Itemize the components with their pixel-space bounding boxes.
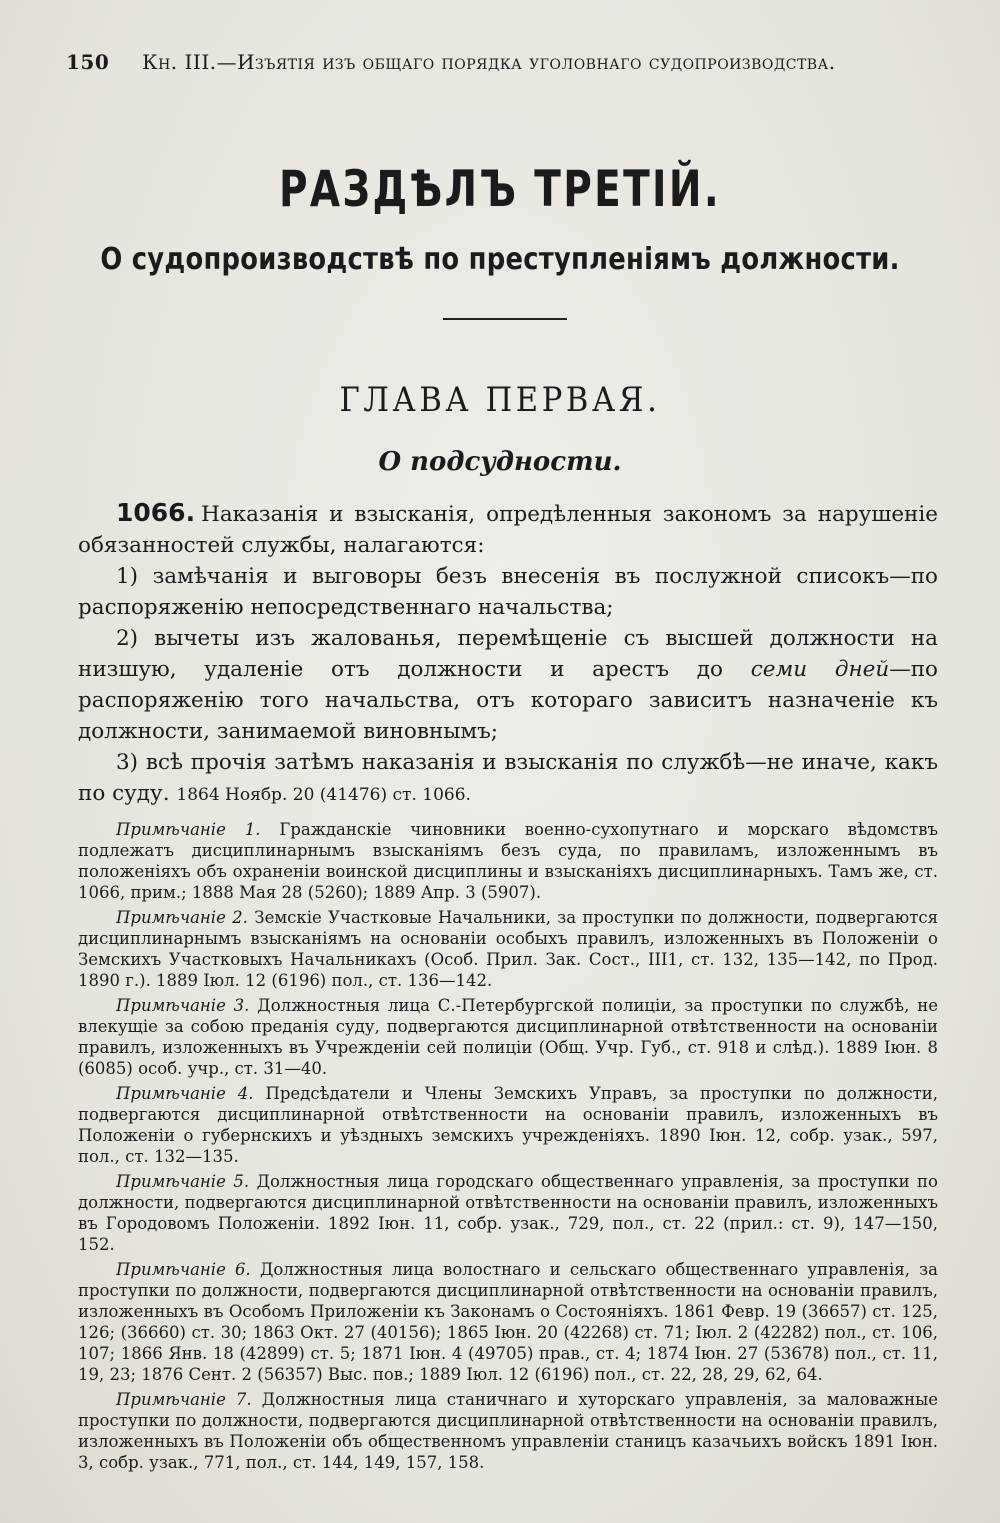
- article-body: [78, 497, 938, 1473]
- article-number: 1066.: [116, 498, 196, 527]
- article-source: 1864 Ноябр. 20 (41476) ст. 1066.: [176, 785, 471, 805]
- chapter-title: ГЛАВА ПЕРВАЯ.: [339, 380, 661, 420]
- section-title: РАЗДѢЛЪ ТРЕТІЙ.: [278, 160, 722, 218]
- article-item-2-part-a: 2) вычеты изъ жалованья, перемѣщеніе съ высшей должности на низшую, удаленіе отъ должности и арестъ до: [78, 626, 938, 682]
- note-6: [78, 1259, 938, 1385]
- note-label: Примѣчаніе 2.: [116, 908, 248, 927]
- article-item-2-emphasis: семи дней: [750, 657, 890, 682]
- note-label: Примѣчаніе 5.: [116, 1172, 250, 1191]
- running-head-title: Кн. III.—Изъятія изъ общаго порядка уголовнаго судопроизводства.: [142, 50, 836, 74]
- page-number: 150: [66, 50, 110, 74]
- article-item-2: [78, 623, 938, 747]
- note-text: Должностныя лица волостнаго и сельскаго общественнаго управленія, за проступки по должности, подвергаются дисциплинарной отвѣтственности на основаніи правилъ, изложенныхъ въ Особомъ Приложеніи къ Законамъ о Состояніяхъ. 1861 Февр. 19 (36657) ст. 125, 126; (36660) ст. 30; 1863 Окт. 27 (40156); 1865 Іюн. 20 (42268) ст. 71; Іюл. 2 (42282) пол., ст. 106, 107; 1866 Янв. 18 (42899) ст. 5; 1871 Іюн. 4 (49705) прав., ст. 4; 1874 Іюн. 27 (53678) пол., ст. 11, 19, 23; 1876 Сент. 2 (56357) Выс. пов.; 1889 Іюл. 12 (6196) пол., ст. 22, 28, 29, 62, 64.: [78, 1260, 938, 1384]
- running-head: [66, 50, 936, 74]
- note-2: [78, 907, 938, 991]
- note-label: Примѣчаніе 1.: [116, 820, 261, 839]
- note-1: [78, 819, 938, 903]
- article-item-1: 1) замѣчанія и выговоры безъ внесенія въ послужной списокъ—по распоряженію непосредственнаго начальства;: [78, 564, 938, 620]
- section-subtitle: О судопроизводствѣ по преступленіямъ должности.: [100, 242, 900, 277]
- article-item-3: [78, 747, 938, 811]
- note-4: [78, 1083, 938, 1167]
- note-label: Примѣчаніе 7.: [116, 1390, 252, 1409]
- note-5: [78, 1171, 938, 1255]
- article-intro: [78, 497, 938, 561]
- article-item-3-text: 3) всѣ прочія затѣмъ наказанія и взысканія по службѣ—не иначе, какъ по суду.: [78, 750, 938, 806]
- note-text: Земскіе Участковые Начальники, за проступки по должности, подвергаются дисциплинарнымъ взысканіямъ на основаніи особыхъ правилъ, изложенныхъ въ Положеніи о Земскихъ Участковыхъ Начальникахъ (Особ. Прил. Зак. Сост., III1, ст. 132, 135—142, по Прод. 1890 г.). 1889 Іюл. 12 (6196) пол., ст. 136—142.: [78, 908, 938, 990]
- note-text: Должностныя лица С.-Петербургской полиціи, за проступки по службѣ, не влекущіе за собою преданія суду, подвергаются дисциплинарной отвѣтственности на основаніи правилъ, изложенныхъ въ Учрежденіи сей полиціи (Общ. Учр. Губ., ст. 918 и слѣд.). 1889 Іюн. 8 (6085) особ. учр., ст. 31—40.: [78, 996, 938, 1078]
- article-intro-text: Наказанія и взысканія, опредѣленныя закономъ за нарушеніе обязанностей службы, налагаются:: [78, 502, 938, 558]
- divider-rule: [443, 318, 567, 320]
- note-label: Примѣчаніе 4.: [116, 1084, 254, 1103]
- note-text: Гражданскіе чиновники военно-сухопутнаго и морскаго вѣдомствъ подлежатъ дисциплинарнымъ взысканіямъ безъ суда, по правиламъ, изложеннымъ въ положеніяхъ объ охраненіи воинской дисциплины и взысканіяхъ дисциплинарныхъ. Тамъ же, ст. 1066, прим.; 1888 Мая 28 (5260); 1889 Апр. 3 (5907).: [78, 820, 938, 902]
- note-text: Должностныя лица станичнаго и хуторскаго управленія, за маловажные проступки по должности, подвергаются дисциплинарной отвѣтственности на основаніи правилъ, изложенныхъ въ Положеніи объ общественномъ управленіи станицъ казачьихъ войскъ 1891 Іюн. 3, собр. узак., 771, пол., ст. 144, 149, 157, 158.: [78, 1390, 938, 1472]
- article-item-2-part-b: —по распоряженію того начальства, отъ котораго зависитъ назначеніе къ должности, занимаемой виновнымъ;: [78, 657, 938, 744]
- note-7: [78, 1389, 938, 1473]
- note-3: [78, 995, 938, 1079]
- note-label: Примѣчаніе 6.: [116, 1260, 251, 1279]
- note-text: Предсѣдатели и Члены Земскихъ Управъ, за проступки по должности, подвергаются дисциплинарной отвѣтственности на основаніи правилъ, изложенныхъ въ Положеніи о губернскихъ и уѣздныхъ земскихъ учрежденіяхъ. 1890 Іюн. 12, собр. узак., 597, пол., ст. 132—135.: [78, 1084, 938, 1166]
- note-text: Должностныя лица городскаго общественнаго управленія, за проступки по должности, подвергаются дисциплинарной отвѣтственности на основаніи правилъ, изложенныхъ въ Городовомъ Положеніи. 1892 Іюн. 11, собр. узак., 729, пол., ст. 22 (прил.: ст. 9), 147—150, 152.: [78, 1172, 938, 1254]
- note-label: Примѣчаніе 3.: [116, 996, 250, 1015]
- chapter-subtitle: О подсудности.: [378, 447, 622, 477]
